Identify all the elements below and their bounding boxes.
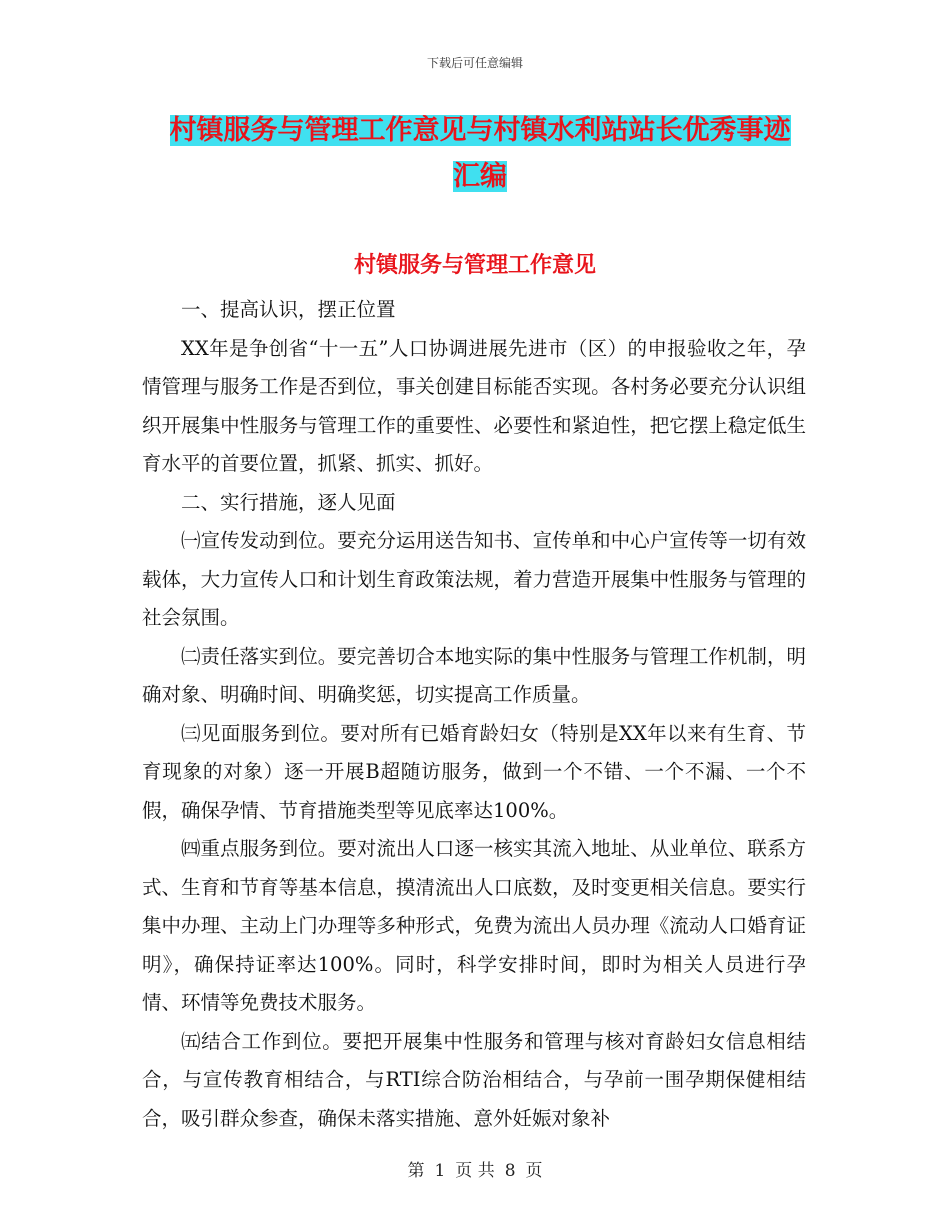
paragraph: ㈠宣传发动到位。要充分运用送告知书、宣传单和中心户宣传等一切有效载体，大力宣传人口和计划生育政策法规，着力营造开展集中性服务与管理的社会氛围。 [142,529,806,629]
page-number: 1 [434,1161,446,1181]
body-text [142,291,806,1138]
paragraph: ㈤结合工作到位。要把开展集中性服务和管理与核对育龄妇女信息相结合，与宣传教育相结合，与RTI综合防治相结合，与孕前一围孕期保健相结合，吸引群众参查，确保未落实措施、意外妊娠对象补 [142,1029,806,1130]
paragraph: ㈢见面服务到位。要对所有已婚育龄妇女（特别是XX年以来有生育、节育现象的对象）逐一开展B超随访服务，做到一个不错、一个不漏、一个不假，确保孕情、节育措施类型等见底率达100%。 [142,721,806,822]
section-heading-1: 一、提高认识，摆正位置 [181,298,396,321]
paragraph: ㈡责任落实到位。要完善切合本地实际的集中性服务与管理工作机制，明确对象、明确时间、明确奖惩，切实提高工作质量。 [142,644,806,706]
section-title: 村镇服务与管理工作意见 [353,252,596,278]
footer-mid: 页 共 [455,1161,495,1181]
main-title-line1: 村镇服务与管理工作意见与村镇水利站站长优秀事迹 [169,115,791,146]
paragraph: ㈣重点服务到位。要对流出人口逐一核实其流入地址、从业单位、联系方式、生育和节育等基本信息，摸清流出人口底数，及时变更相关信息。要实行集中办理、主动上门办理等多种形式，免费为流出人员办理《流动人口婚育证明》，确保持证率达100%。同时，科学安排时间，即时为相关人员进行孕情、环情等免费技术服务。 [142,837,806,1014]
page-total: 8 [504,1161,516,1181]
footer-prefix: 第 [407,1161,425,1181]
page-footer [0,1156,950,1181]
paragraph: XX年是争创省“十一五”人口协调进展先进市（区）的申报验收之年，孕情管理与服务工作是否到位，事关创建目标能否实现。各村务必要充分认识组织开展集中性服务与管理工作的重要性、必要性和紧迫性，把它摆上稳定低生育水平的首要位置，抓紧、抓实、抓好。 [142,336,806,475]
header-note: 下载后可任意编辑 [426,56,523,70]
main-title-line2: 汇编 [453,161,507,192]
section-heading-2: 二、实行措施，逐人见面 [181,490,396,514]
main-title [140,108,820,200]
footer-suffix: 页 [525,1161,543,1181]
